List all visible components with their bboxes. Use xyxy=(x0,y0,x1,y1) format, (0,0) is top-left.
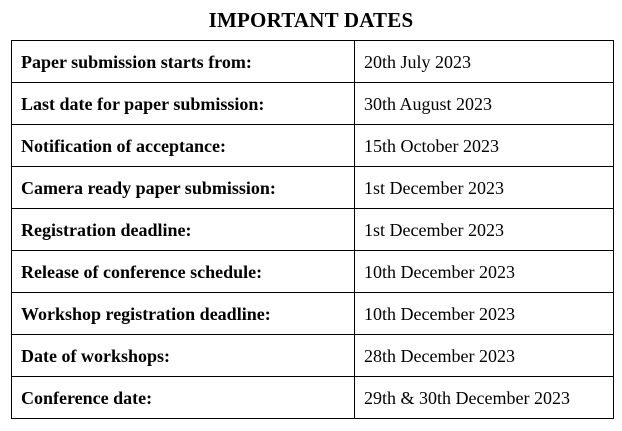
row-value: 1st December 2023 xyxy=(355,209,614,251)
table-row xyxy=(12,209,614,251)
row-label: Conference date: xyxy=(12,377,355,419)
table-row xyxy=(12,167,614,209)
row-label: Paper submission starts from: xyxy=(12,41,355,83)
row-label: Notification of acceptance: xyxy=(12,125,355,167)
row-label: Workshop registration deadline: xyxy=(12,293,355,335)
table-row xyxy=(12,377,614,419)
table-row xyxy=(12,83,614,125)
row-label: Camera ready paper submission: xyxy=(12,167,355,209)
page-title: IMPORTANT DATES xyxy=(208,8,414,32)
row-label: Registration deadline: xyxy=(12,209,355,251)
row-value: 30th August 2023 xyxy=(355,83,614,125)
row-value: 29th & 30th December 2023 xyxy=(355,377,614,419)
row-value: 28th December 2023 xyxy=(355,335,614,377)
row-value: 15th October 2023 xyxy=(355,125,614,167)
row-value: 20th July 2023 xyxy=(355,41,614,83)
table-row xyxy=(12,335,614,377)
row-label: Release of conference schedule: xyxy=(12,251,355,293)
table-row xyxy=(12,293,614,335)
row-label: Date of workshops: xyxy=(12,335,355,377)
important-dates-table xyxy=(11,40,614,419)
row-value: 10th December 2023 xyxy=(355,251,614,293)
table-row xyxy=(12,125,614,167)
row-value: 1st December 2023 xyxy=(355,167,614,209)
table-row xyxy=(12,41,614,83)
table-row xyxy=(12,251,614,293)
row-value: 10th December 2023 xyxy=(355,293,614,335)
row-label: Last date for paper submission: xyxy=(12,83,355,125)
